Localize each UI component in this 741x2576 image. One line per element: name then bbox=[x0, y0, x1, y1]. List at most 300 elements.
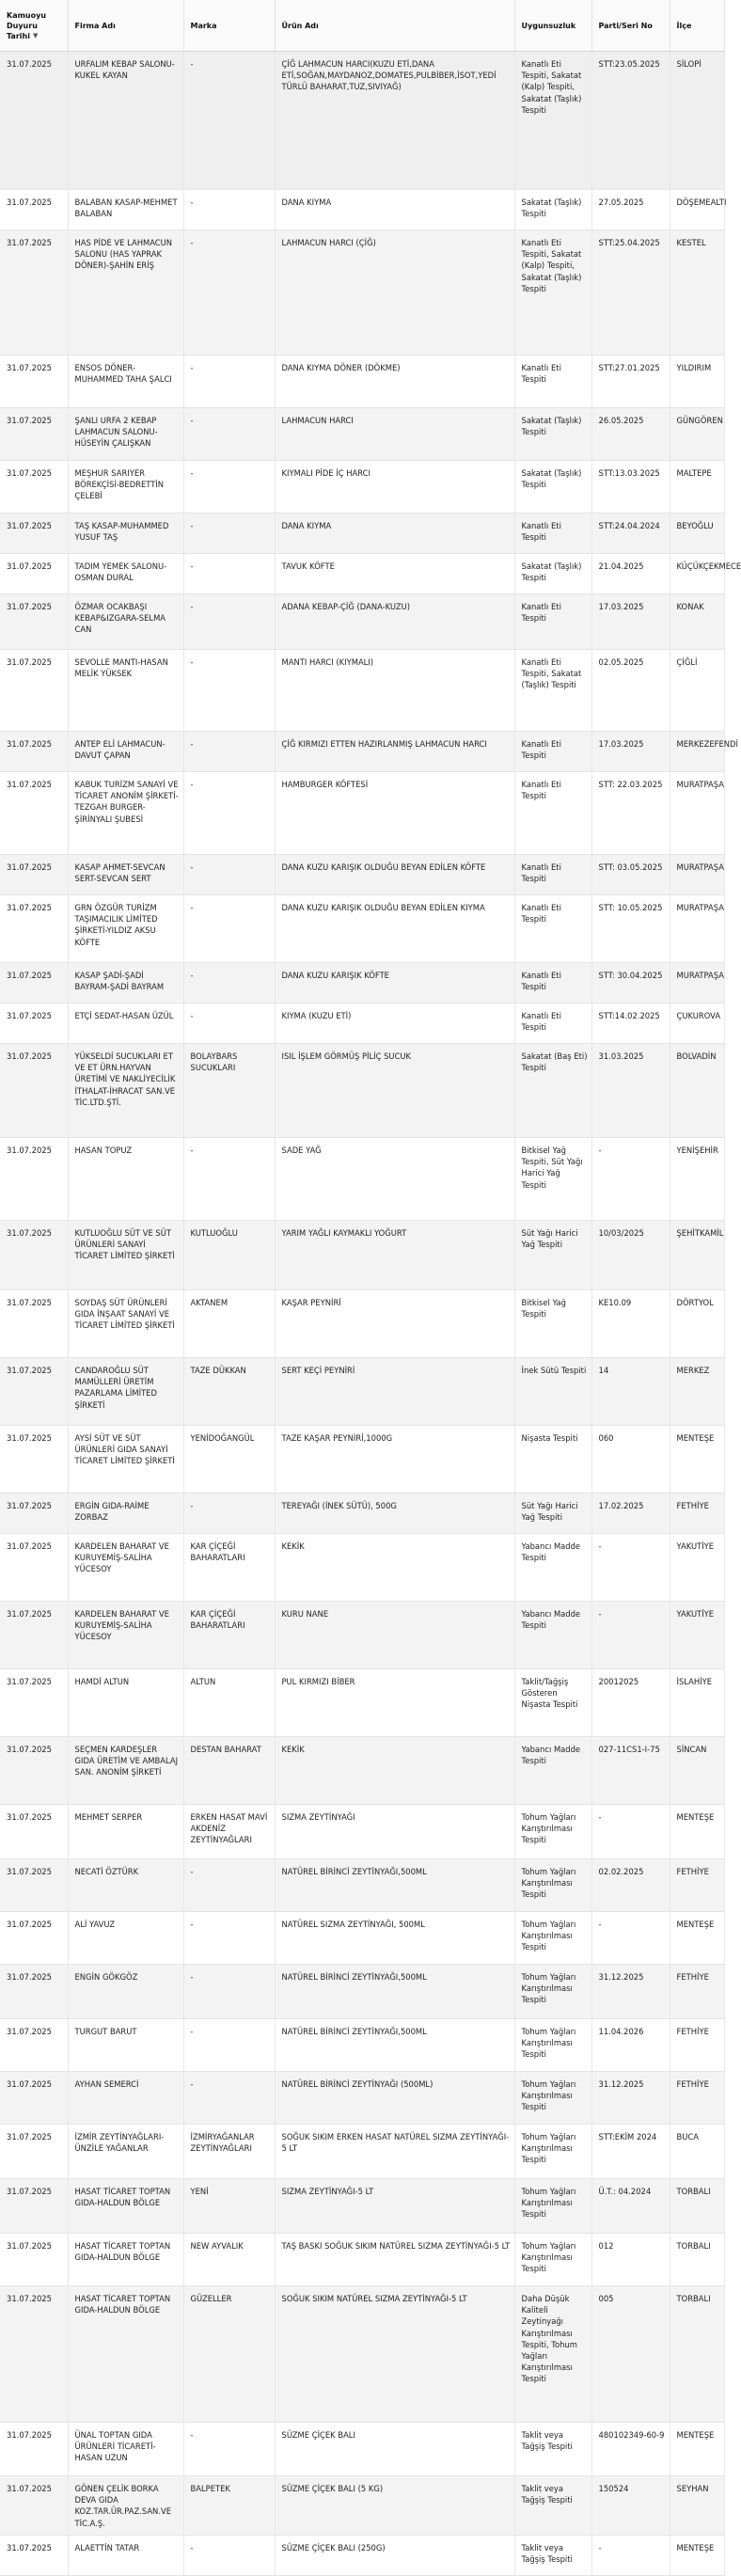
table-body bbox=[0, 52, 741, 2576]
cell-lot: 02.02.2025 bbox=[591, 1859, 670, 1912]
cell-district: MERKEZEFENDİ bbox=[670, 732, 724, 772]
cell-product: SOĞUK SIKIM ERKEN HASAT NATÜREL SIZMA ZEYTİNYAĞI-5 LT bbox=[275, 2125, 514, 2179]
cell-district: FETHİYE bbox=[670, 2072, 724, 2125]
table-row bbox=[0, 1290, 724, 1358]
cell-district: MURATPAŞA bbox=[670, 963, 724, 1004]
cell-firm: SOYDAŞ SÜT ÜRÜNLERİ GIDA İNŞAAT SANAYİ VE TİCARET LİMİTED ŞİRKETİ bbox=[68, 1290, 183, 1358]
column-header-product: Ürün Adı bbox=[275, 0, 514, 52]
cell-issue: Tohum Yağları Karıştırılması Tespiti bbox=[514, 2019, 591, 2072]
cell-issue: Süt Yağı Harici Yağ Tespiti bbox=[514, 1221, 591, 1290]
cell-firm: ERGİN GIDA-RAİME ZORBAZ bbox=[68, 1493, 183, 1534]
cell-date: 31.07.2025 bbox=[0, 855, 68, 895]
cell-brand: ALTUN bbox=[183, 1669, 275, 1737]
cell-firm: TADIM YEMEK SALONU-OSMAN DURAL bbox=[68, 554, 183, 594]
cell-product: DANA KUZU KARIŞIK OLDUĞU BEYAN EDİLEN KÖFTE bbox=[275, 855, 514, 895]
cell-issue: Tohum Yağları Karıştırılması Tespiti bbox=[514, 1805, 591, 1859]
cell-district: MALTEPE bbox=[670, 461, 724, 514]
cell-date: 31.07.2025 bbox=[0, 963, 68, 1004]
cell-product: ADANA KEBAP-ÇİĞ (DANA-KUZU) bbox=[275, 594, 514, 650]
cell-brand: KAR ÇİÇEĞİ BAHARATLARI bbox=[183, 1602, 275, 1669]
cell-lot: 31.12.2025 bbox=[591, 1965, 670, 2019]
cell-district: MENTEŞE bbox=[670, 1912, 724, 1965]
table-row bbox=[0, 2072, 724, 2125]
cell-product: SIZMA ZEYTİNYAĞI bbox=[275, 1805, 514, 1859]
cell-date: 31.07.2025 bbox=[0, 1602, 68, 1669]
table-row bbox=[0, 2286, 724, 2423]
cell-date: 31.07.2025 bbox=[0, 1859, 68, 1912]
cell-product: SERT KEÇİ PEYNİRİ bbox=[275, 1358, 514, 1426]
cell-brand: TAZE DÜKKAN bbox=[183, 1358, 275, 1426]
cell-lot: 31.12.2025 bbox=[591, 2072, 670, 2125]
cell-brand: - bbox=[183, 855, 275, 895]
cell-firm: KARDELEN BAHARAT VE KURUYEMİŞ-SALİHA YÜCESOY bbox=[68, 1602, 183, 1669]
cell-firm: GÖNEN ÇELİK BORKA DEVA GIDA KOZ.TAR.ÜR.PAZ.SAN.VE TİC.A.Ş. bbox=[68, 2476, 183, 2536]
cell-district: MURATPAŞA bbox=[670, 895, 724, 963]
cell-product: SOĞUK SIKIM NATÜREL SIZMA ZEYTİNYAĞI-5 LT bbox=[275, 2286, 514, 2423]
cell-date: 31.07.2025 bbox=[0, 230, 68, 356]
cell-issue: Daha Düşük Kaliteli Zeytinyağı Karıştırılması Tespiti, Tohum Yağları Karıştırılması Tespiti bbox=[514, 2286, 591, 2423]
cell-product: KIYMA (KUZU ETİ) bbox=[275, 1004, 514, 1044]
cell-date: 31.07.2025 bbox=[0, 1912, 68, 1965]
cell-district: KÜÇÜKÇEKMECE bbox=[670, 554, 724, 594]
cell-product: TAZE KAŞAR PEYNİRİ,1000G bbox=[275, 1426, 514, 1493]
cell-brand: - bbox=[183, 190, 275, 230]
cell-date: 31.07.2025 bbox=[0, 1426, 68, 1493]
cell-firm: İZMİR ZEYTİNYAĞLARI-ÜNZİLE YAĞANLAR bbox=[68, 2125, 183, 2179]
cell-issue: Kanatlı Eti Tespiti bbox=[514, 594, 591, 650]
cell-brand: GÜZELLER bbox=[183, 2286, 275, 2423]
cell-firm: KASAP AHMET-SEVCAN SERT-SEVCAN SERT bbox=[68, 855, 183, 895]
table-header bbox=[0, 0, 724, 52]
cell-firm: ANTEP ELİ LAHMACUN-DAVUT ÇAPAN bbox=[68, 732, 183, 772]
table-row bbox=[0, 1426, 724, 1493]
cell-date: 31.07.2025 bbox=[0, 408, 68, 461]
cell-date: 31.07.2025 bbox=[0, 1493, 68, 1534]
table-row bbox=[0, 356, 724, 408]
cell-date: 31.07.2025 bbox=[0, 2476, 68, 2536]
cell-lot: 060 bbox=[591, 1426, 670, 1493]
cell-date: 31.07.2025 bbox=[0, 2125, 68, 2179]
cell-product: PUL KIRMIZI BİBER bbox=[275, 1669, 514, 1737]
table-row bbox=[0, 2019, 724, 2072]
cell-brand: - bbox=[183, 963, 275, 1004]
table-row bbox=[0, 594, 724, 650]
table-row bbox=[0, 1044, 724, 1138]
cell-product: ÇİĞ KIRMIZI ETTEN HAZIRLANMIŞ LAHMACUN HARCI bbox=[275, 732, 514, 772]
cell-issue: Taklit/Tağşiş Gösteren Nişasta Tespiti bbox=[514, 1669, 591, 1737]
cell-district: YAKUTİYE bbox=[670, 1534, 724, 1602]
cell-issue: Nişasta Tespiti bbox=[514, 1426, 591, 1493]
cell-lot: 005 bbox=[591, 2286, 670, 2423]
cell-issue: Sakatat (Taşlık) Tespiti bbox=[514, 408, 591, 461]
cell-issue: Kanatlı Eti Tespiti bbox=[514, 772, 591, 855]
table-row bbox=[0, 190, 724, 230]
table-row bbox=[0, 2125, 724, 2179]
cell-firm: KUTLUOĞLU SÜT VE SÜT ÜRÜNLERİ SANAYİ TİCARET LİMİTED ŞİRKETİ bbox=[68, 1221, 183, 1290]
cell-district: DÖRTYOL bbox=[670, 1290, 724, 1358]
cell-district: BUCA bbox=[670, 2125, 724, 2179]
cell-district: DÖŞEMEALTI bbox=[670, 190, 724, 230]
table-row bbox=[0, 855, 724, 895]
cell-issue: Tohum Yağları Karıştırılması Tespiti bbox=[514, 2125, 591, 2179]
cell-brand: KUTLUOĞLU bbox=[183, 1221, 275, 1290]
cell-lot: 17.03.2025 bbox=[591, 732, 670, 772]
cell-date: 31.07.2025 bbox=[0, 2179, 68, 2234]
cell-firm: YÜKSELDİ SUCUKLARI ET VE ET ÜRN.HAYVAN ÜRETİMİ VE NAKLİYECİLİK İTHALAT-İHRACAT SAN.VE TİC.LTD.ŞTİ. bbox=[68, 1044, 183, 1138]
cell-issue: Yabancı Madde Tespiti bbox=[514, 1602, 591, 1669]
cell-date: 31.07.2025 bbox=[0, 1221, 68, 1290]
cell-brand: - bbox=[183, 1004, 275, 1044]
table-row bbox=[0, 650, 724, 732]
cell-product: KAŞAR PEYNİRİ bbox=[275, 1290, 514, 1358]
column-header-issue: Uygunsuzluk bbox=[514, 0, 591, 52]
cell-firm: ALAETTİN TATAR bbox=[68, 2535, 183, 2575]
cell-product: KIYMALI PİDE İÇ HARCI bbox=[275, 461, 514, 514]
cell-brand: - bbox=[183, 650, 275, 732]
cell-district: KONAK bbox=[670, 594, 724, 650]
table-row bbox=[0, 895, 724, 963]
cell-product: NATÜREL BİRİNCİ ZEYTİNYAĞI (500ML) bbox=[275, 2072, 514, 2125]
cell-firm: AYSİ SÜT VE SÜT ÜRÜNLERİ GIDA SANAYİ TİCARET LİMİTED ŞİRKETİ bbox=[68, 1426, 183, 1493]
cell-lot: 14 bbox=[591, 1358, 670, 1426]
cell-issue: Yabancı Madde Tespiti bbox=[514, 1534, 591, 1602]
cell-date: 31.07.2025 bbox=[0, 2423, 68, 2476]
cell-product: DANA KIYMA DÖNER (DÖKME) bbox=[275, 356, 514, 408]
cell-lot: 17.03.2025 bbox=[591, 594, 670, 650]
cell-issue: Tohum Yağları Karıştırılması Tespiti bbox=[514, 2234, 591, 2286]
cell-firm: TAŞ KASAP-MUHAMMED YUSUF TAŞ bbox=[68, 514, 183, 554]
cell-issue: Kanatlı Eti Tespiti bbox=[514, 895, 591, 963]
cell-firm: AYHAN SEMERCİ bbox=[68, 2072, 183, 2125]
table-row bbox=[0, 2535, 724, 2575]
cell-product: SÜZME ÇİÇEK BALI (250G) bbox=[275, 2535, 514, 2575]
cell-lot: STT:14.02.2025 bbox=[591, 1004, 670, 1044]
cell-district: TORBALI bbox=[670, 2234, 724, 2286]
cell-brand: - bbox=[183, 1138, 275, 1221]
table-row bbox=[0, 1534, 724, 1602]
cell-brand: - bbox=[183, 1912, 275, 1965]
cell-brand: - bbox=[183, 1965, 275, 2019]
cell-firm: ETÇİ SEDAT-HASAN ÜZÜL bbox=[68, 1004, 183, 1044]
cell-district: SİLOPİ bbox=[670, 52, 724, 190]
cell-lot: - bbox=[591, 1602, 670, 1669]
cell-issue: Yabancı Madde Tespiti bbox=[514, 1737, 591, 1805]
table-row bbox=[0, 2423, 724, 2476]
cell-product: SÜZME ÇİÇEK BALI (5 KG) bbox=[275, 2476, 514, 2536]
cell-district: FETHİYE bbox=[670, 1493, 724, 1534]
cell-lot: STT: 22.03.2025 bbox=[591, 772, 670, 855]
cell-product: MANTI HARCI (KIYMALI) bbox=[275, 650, 514, 732]
cell-firm: KARDELEN BAHARAT VE KURUYEMİŞ-SALİHA YÜCESOY bbox=[68, 1534, 183, 1602]
table-row bbox=[0, 1493, 724, 1534]
cell-product: NATÜREL BİRİNCİ ZEYTİNYAĞI,500ML bbox=[275, 1965, 514, 2019]
cell-issue: Kanatlı Eti Tespiti, Sakatat (Taşlık) Tespiti bbox=[514, 650, 591, 732]
column-header-date[interactable]: Kamuoyu Duyuru Tarihi ▼ bbox=[0, 0, 68, 52]
cell-district: ÇUKUROVA bbox=[670, 1004, 724, 1044]
cell-date: 31.07.2025 bbox=[0, 1290, 68, 1358]
cell-date: 31.07.2025 bbox=[0, 1534, 68, 1602]
cell-district: TORBALI bbox=[670, 2179, 724, 2234]
cell-lot: 20012025 bbox=[591, 1669, 670, 1737]
cell-product: YARIM YAĞLI KAYMAKLI YOĞURT bbox=[275, 1221, 514, 1290]
cell-date: 31.07.2025 bbox=[0, 514, 68, 554]
cell-issue: Tohum Yağları Karıştırılması Tespiti bbox=[514, 1859, 591, 1912]
cell-firm: KASAP ŞADİ-ŞADİ BAYRAM-ŞADİ BAYRAM bbox=[68, 963, 183, 1004]
cell-firm: KABUK TURİZM SANAYİ VE TİCARET ANONİM ŞİRKETİ-TEZGAH BURGER-ŞİRİNYALI ŞUBESİ bbox=[68, 772, 183, 855]
cell-firm: SEÇMEN KARDEŞLER GIDA ÜRETİM VE AMBALAJ SAN. ANONİM ŞİRKETİ bbox=[68, 1737, 183, 1805]
cell-firm: HASAT TİCARET TOPTAN GIDA-HALDUN BÖLGE bbox=[68, 2234, 183, 2286]
cell-brand: - bbox=[183, 514, 275, 554]
column-header-lot: Parti/Seri No bbox=[591, 0, 670, 52]
table-row bbox=[0, 1138, 724, 1221]
cell-brand: ERKEN HASAT MAVİ AKDENİZ ZEYTİNYAĞLARI bbox=[183, 1805, 275, 1859]
cell-product: NATÜREL BİRİNCİ ZEYTİNYAĞI,500ML bbox=[275, 2019, 514, 2072]
cell-lot: - bbox=[591, 1912, 670, 1965]
cell-issue: Tohum Yağları Karıştırılması Tespiti bbox=[514, 2179, 591, 2234]
cell-firm: NECATİ ÖZTÜRK bbox=[68, 1859, 183, 1912]
cell-date: 31.07.2025 bbox=[0, 2286, 68, 2423]
table-row bbox=[0, 1737, 724, 1805]
cell-issue: Bitkisel Yağ Tespiti, Süt Yağı Harici Yağ Tespiti bbox=[514, 1138, 591, 1221]
cell-district: YAKUTİYE bbox=[670, 1602, 724, 1669]
cell-district: MERKEZ bbox=[670, 1358, 724, 1426]
cell-lot: - bbox=[591, 2535, 670, 2575]
cell-issue: Tohum Yağları Karıştırılması Tespiti bbox=[514, 1912, 591, 1965]
cell-product: LAHMACUN HARCI bbox=[275, 408, 514, 461]
cell-brand: - bbox=[183, 772, 275, 855]
cell-date: 31.07.2025 bbox=[0, 2535, 68, 2575]
cell-issue: Kanatlı Eti Tespiti bbox=[514, 1004, 591, 1044]
cell-district: BOLVADİN bbox=[670, 1044, 724, 1138]
cell-lot: STT: 30.04.2025 bbox=[591, 963, 670, 1004]
cell-district: YENİŞEHİR bbox=[670, 1138, 724, 1221]
cell-issue: Taklit veya Tağşiş Tespiti bbox=[514, 2535, 591, 2575]
cell-district: İSLAHİYE bbox=[670, 1669, 724, 1737]
table-row bbox=[0, 1965, 724, 2019]
cell-date: 31.07.2025 bbox=[0, 1004, 68, 1044]
cell-issue: Bitkisel Yağ Tespiti bbox=[514, 1290, 591, 1358]
table-row bbox=[0, 1004, 724, 1044]
cell-issue: İnek Sütü Tespiti bbox=[514, 1358, 591, 1426]
cell-brand: BALPETEK bbox=[183, 2476, 275, 2536]
cell-issue: Kanatlı Eti Tespiti bbox=[514, 963, 591, 1004]
cell-product: DANA KIYMA bbox=[275, 190, 514, 230]
cell-firm: GRN ÖZGÜR TURİZM TAŞIMACILIK LİMİTED ŞİRKETİ-YILDIZ AKSU KÖFTE bbox=[68, 895, 183, 963]
table-row bbox=[0, 1602, 724, 1669]
cell-brand: - bbox=[183, 2423, 275, 2476]
cell-lot: STT:24.04.2024 bbox=[591, 514, 670, 554]
table-row bbox=[0, 1358, 724, 1426]
cell-product: ÇİĞ LAHMACUN HARCI(KUZU ETİ,DANA ETİ,SOĞAN,MAYDANOZ,DOMATES,PULBİBER,İSOT,YEDİ TÜRLÜ BAHARAT,TUZ,SIVIYAĞ) bbox=[275, 52, 514, 190]
cell-lot: STT:25.04.2025 bbox=[591, 230, 670, 356]
cell-district: FETHİYE bbox=[670, 1965, 724, 2019]
cell-product: SIZMA ZEYTİNYAĞI-5 LT bbox=[275, 2179, 514, 2234]
cell-firm: MEHMET SERPER bbox=[68, 1805, 183, 1859]
table-row bbox=[0, 514, 724, 554]
cell-date: 31.07.2025 bbox=[0, 1138, 68, 1221]
table-row bbox=[0, 230, 724, 356]
cell-date: 31.07.2025 bbox=[0, 1044, 68, 1138]
cell-lot: 02.05.2025 bbox=[591, 650, 670, 732]
column-header-brand: Marka bbox=[183, 0, 275, 52]
cell-product: NATÜREL SIZMA ZEYTİNYAĞI, 500ML bbox=[275, 1912, 514, 1965]
cell-brand: - bbox=[183, 2019, 275, 2072]
cell-district: KESTEL bbox=[670, 230, 724, 356]
cell-brand: - bbox=[183, 2535, 275, 2575]
table-row bbox=[0, 2234, 724, 2286]
cell-date: 31.07.2025 bbox=[0, 895, 68, 963]
column-header-firm: Firma Adı bbox=[68, 0, 183, 52]
cell-product: SADE YAĞ bbox=[275, 1138, 514, 1221]
cell-date: 31.07.2025 bbox=[0, 1669, 68, 1737]
cell-date: 31.07.2025 bbox=[0, 461, 68, 514]
cell-district: SİNCAN bbox=[670, 1737, 724, 1805]
cell-firm: ÖZMAR OCAKBAŞI KEBAP&IZGARA-SELMA CAN bbox=[68, 594, 183, 650]
cell-lot: 27.05.2025 bbox=[591, 190, 670, 230]
cell-product: SÜZME ÇİÇEK BALI bbox=[275, 2423, 514, 2476]
cell-firm: HAS PİDE VE LAHMACUN SALONU (HAS YAPRAK DÖNER)-ŞAHİN ERİŞ bbox=[68, 230, 183, 356]
cell-lot: 11.04.2026 bbox=[591, 2019, 670, 2072]
cell-product: LAHMACUN HARCI (ÇİĞ) bbox=[275, 230, 514, 356]
cell-issue: Sakatat (Taşlık) Tespiti bbox=[514, 554, 591, 594]
cell-brand: - bbox=[183, 52, 275, 190]
cell-district: FETHİYE bbox=[670, 1859, 724, 1912]
cell-product: DANA KIYMA bbox=[275, 514, 514, 554]
cell-lot: 027-11CS1-I-75 bbox=[591, 1737, 670, 1805]
cell-district: ŞEHİTKAMİL bbox=[670, 1221, 724, 1290]
cell-issue: Kanatlı Eti Tespiti bbox=[514, 855, 591, 895]
cell-date: 31.07.2025 bbox=[0, 1358, 68, 1426]
cell-district: MURATPAŞA bbox=[670, 855, 724, 895]
cell-firm: BALABAN KASAP-MEHMET BALABAN bbox=[68, 190, 183, 230]
cell-brand: KAR ÇİÇEĞİ BAHARATLARI bbox=[183, 1534, 275, 1602]
cell-date: 31.07.2025 bbox=[0, 356, 68, 408]
cell-lot: 012 bbox=[591, 2234, 670, 2286]
cell-brand: - bbox=[183, 461, 275, 514]
cell-firm: TURGUT BARUT bbox=[68, 2019, 183, 2072]
cell-firm: HAMDİ ALTUN bbox=[68, 1669, 183, 1737]
cell-brand: NEW AYVALIK bbox=[183, 2234, 275, 2286]
cell-issue: Sakatat (Taşlık) Tespiti bbox=[514, 190, 591, 230]
cell-lot: STT:13.03.2025 bbox=[591, 461, 670, 514]
cell-district: FETHİYE bbox=[670, 2019, 724, 2072]
cell-issue: Kanatlı Eti Tespiti, Sakatat (Kalp) Tespiti, Sakatat (Taşlık) Tespiti bbox=[514, 230, 591, 356]
cell-product: NATÜREL BİRİNCİ ZEYTİNYAĞI,500ML bbox=[275, 1859, 514, 1912]
cell-lot: STT:23.05.2025 bbox=[591, 52, 670, 190]
cell-date: 31.07.2025 bbox=[0, 1737, 68, 1805]
table-row bbox=[0, 732, 724, 772]
cell-date: 31.07.2025 bbox=[0, 554, 68, 594]
cell-brand: - bbox=[183, 732, 275, 772]
cell-district: SEYHAN bbox=[670, 2476, 724, 2536]
cell-firm: URFALIM KEBAP SALONU-KUKEL KAYAN bbox=[68, 52, 183, 190]
cell-product: KURU NANE bbox=[275, 1602, 514, 1669]
cell-district: MENTEŞE bbox=[670, 1805, 724, 1859]
cell-date: 31.07.2025 bbox=[0, 2072, 68, 2125]
cell-district: BEYOĞLU bbox=[670, 514, 724, 554]
cell-date: 31.07.2025 bbox=[0, 732, 68, 772]
sort-down-icon[interactable]: ▼ bbox=[32, 31, 39, 40]
table-row bbox=[0, 554, 724, 594]
cell-issue: Tohum Yağları Karıştırılması Tespiti bbox=[514, 2072, 591, 2125]
cell-firm: ÜNAL TOPTAN GIDA ÜRÜNLERİ TİCARETİ-HASAN UZUN bbox=[68, 2423, 183, 2476]
cell-firm: HASAT TİCARET TOPTAN GIDA-HALDUN BÖLGE bbox=[68, 2286, 183, 2423]
cell-brand: YENİ bbox=[183, 2179, 275, 2234]
cell-district: MENTEŞE bbox=[670, 1426, 724, 1493]
cell-firm: HASAN TOPUZ bbox=[68, 1138, 183, 1221]
cell-date: 31.07.2025 bbox=[0, 594, 68, 650]
cell-date: 31.07.2025 bbox=[0, 1965, 68, 2019]
cell-brand: - bbox=[183, 594, 275, 650]
cell-brand: - bbox=[183, 1493, 275, 1534]
cell-firm: HASAT TİCARET TOPTAN GIDA-HALDUN BÖLGE bbox=[68, 2179, 183, 2234]
cell-issue: Kanatlı Eti Tespiti bbox=[514, 732, 591, 772]
cell-product: DANA KUZU KARIŞIK KÖFTE bbox=[275, 963, 514, 1004]
cell-brand: - bbox=[183, 554, 275, 594]
cell-date: 31.07.2025 bbox=[0, 52, 68, 190]
table-row bbox=[0, 52, 724, 190]
cell-brand: YENİDOĞANGÜL bbox=[183, 1426, 275, 1493]
cell-issue: Kanatlı Eti Tespiti bbox=[514, 514, 591, 554]
cell-brand: - bbox=[183, 408, 275, 461]
cell-lot: 10/03/2025 bbox=[591, 1221, 670, 1290]
cell-product: DANA KUZU KARIŞIK OLDUĞU BEYAN EDİLEN KIYMA bbox=[275, 895, 514, 963]
cell-lot: 17.02.2025 bbox=[591, 1493, 670, 1534]
cell-product: ISIL İŞLEM GÖRMÜŞ PİLİÇ SUCUK bbox=[275, 1044, 514, 1138]
table-row bbox=[0, 2179, 724, 2234]
cell-date: 31.07.2025 bbox=[0, 2019, 68, 2072]
cell-brand: - bbox=[183, 230, 275, 356]
table-row bbox=[0, 772, 724, 855]
cell-brand: - bbox=[183, 1859, 275, 1912]
table-row bbox=[0, 408, 724, 461]
column-header-district: İlçe bbox=[670, 0, 724, 52]
cell-date: 31.07.2025 bbox=[0, 190, 68, 230]
cell-brand: - bbox=[183, 356, 275, 408]
cell-lot: 150524 bbox=[591, 2476, 670, 2536]
cell-product: KEKİK bbox=[275, 1534, 514, 1602]
table-row bbox=[0, 1859, 724, 1912]
cell-issue: Sakatat (Baş Eti) Tespiti bbox=[514, 1044, 591, 1138]
cell-district: MENTEŞE bbox=[670, 2535, 724, 2575]
cell-district: TORBALI bbox=[670, 2286, 724, 2423]
cell-date: 31.07.2025 bbox=[0, 650, 68, 732]
cell-district: MENTEŞE bbox=[670, 2423, 724, 2476]
cell-issue: Tohum Yağları Karıştırılması Tespiti bbox=[514, 1965, 591, 2019]
cell-lot: Ü.T.: 04.2024 bbox=[591, 2179, 670, 2234]
cell-district: GÜNGÖREN bbox=[670, 408, 724, 461]
cell-product: TAŞ BASKI SOĞUK SIKIM NATÜREL SIZMA ZEYTİNYAĞI-5 LT bbox=[275, 2234, 514, 2286]
cell-lot: 21.04.2025 bbox=[591, 554, 670, 594]
cell-brand: AKTANEM bbox=[183, 1290, 275, 1358]
table-row bbox=[0, 1912, 724, 1965]
cell-issue: Kanatlı Eti Tespiti bbox=[514, 356, 591, 408]
cell-district: MURATPAŞA bbox=[670, 772, 724, 855]
cell-lot: STT:27.01.2025 bbox=[591, 356, 670, 408]
cell-lot: 480102349-60-9 bbox=[591, 2423, 670, 2476]
table-row bbox=[0, 1805, 724, 1859]
cell-lot: KE10.09 bbox=[591, 1290, 670, 1358]
cell-issue: Süt Yağı Harici Yağ Tespiti bbox=[514, 1493, 591, 1534]
cell-lot: - bbox=[591, 1138, 670, 1221]
cell-lot: - bbox=[591, 1534, 670, 1602]
cell-date: 31.07.2025 bbox=[0, 1805, 68, 1859]
cell-brand: BOLAYBARS SUCUKLARI bbox=[183, 1044, 275, 1138]
cell-issue: Taklit veya Tağşiş Tespiti bbox=[514, 2423, 591, 2476]
cell-firm: ALİ YAVUZ bbox=[68, 1912, 183, 1965]
cell-lot: STT: 03.05.2025 bbox=[591, 855, 670, 895]
cell-lot: STT: 10.05.2025 bbox=[591, 895, 670, 963]
